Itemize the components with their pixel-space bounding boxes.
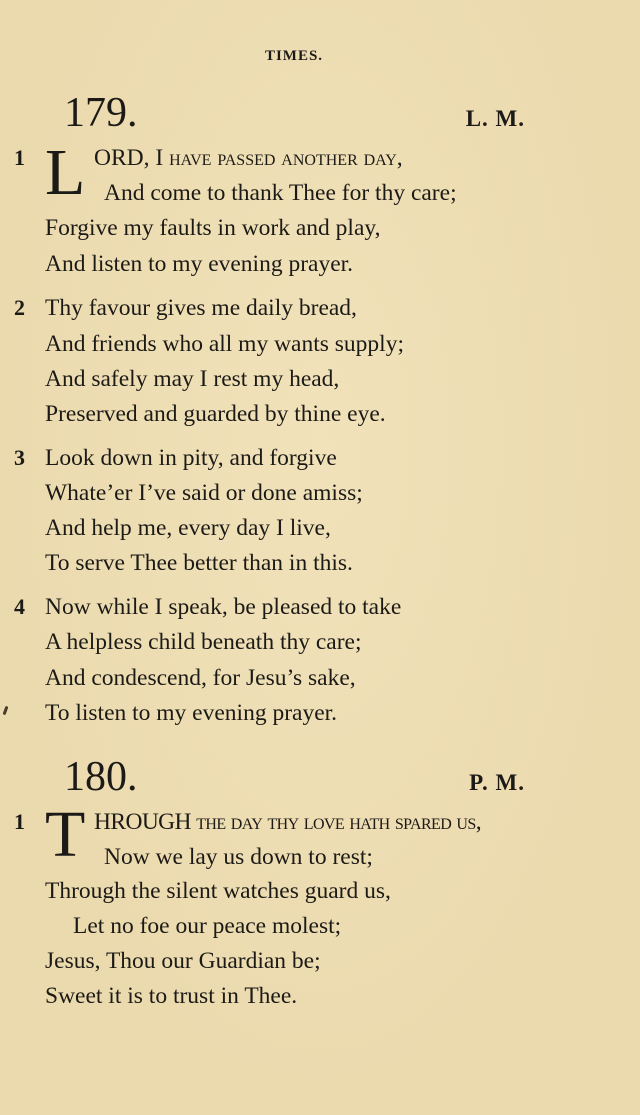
verse-line: Now we lay us down to rest;	[104, 844, 373, 870]
verse-line-text: ORD, I have passed another day,	[94, 145, 403, 171]
verse-line: And listen to my evening prayer.	[45, 251, 354, 277]
hymn-meter: P. M.	[469, 770, 525, 795]
verse-line: Preserved and guarded by thine eye.	[45, 401, 386, 427]
verse-line: To serve Thee better than in this.	[45, 550, 353, 576]
verse-number: 3	[14, 445, 25, 470]
verse-line	[94, 808, 481, 836]
verse-line: To listen to my evening prayer.	[45, 700, 338, 726]
verse-line: Through the silent watches guard us,	[45, 878, 391, 904]
drop-cap: T	[45, 798, 86, 871]
verse-line: Let no foe our peace molest;	[73, 913, 342, 939]
verse-line: Look down in pity, and forgive	[45, 445, 337, 471]
verse-number: 1	[14, 809, 25, 834]
verse-number: 1	[14, 145, 25, 170]
verse-line	[94, 144, 403, 172]
verse-line: And condescend, for Jesu’s sake,	[45, 665, 356, 691]
verse-line: And help me, every day I live,	[45, 515, 331, 541]
drop-cap: L	[45, 136, 86, 209]
hymn-number: 179.	[64, 90, 138, 136]
ink-mark	[3, 706, 9, 715]
hymn-number: 180.	[64, 754, 138, 800]
verse-number: 4	[14, 594, 25, 619]
hymn-180-header	[0, 756, 640, 806]
verse-line: Thy favour gives me daily bread,	[45, 295, 357, 321]
running-head: TIMES.	[264, 48, 324, 64]
verse-number: 2	[14, 295, 25, 320]
hymn-179-header	[0, 92, 640, 142]
hymn-meter: L. M.	[465, 106, 525, 131]
verse-line: And safely may I rest my head,	[45, 366, 340, 392]
verse-line: Sweet it is to trust in Thee.	[45, 983, 298, 1009]
verse-line: And come to thank Thee for thy care;	[104, 180, 457, 206]
verse-line: Whate’er I’ve said or done amiss;	[45, 480, 363, 506]
verse-line: Forgive my faults in work and play,	[45, 215, 381, 241]
verse-line: A helpless child beneath thy care;	[45, 629, 362, 655]
verse-line-text: HROUGH the day thy love hath spared us,	[94, 809, 481, 835]
verse-line: And friends who all my wants supply;	[45, 331, 404, 357]
verse-line: Jesus, Thou our Guardian be;	[45, 948, 321, 974]
verse-line: Now while I speak, be pleased to take	[45, 594, 402, 620]
